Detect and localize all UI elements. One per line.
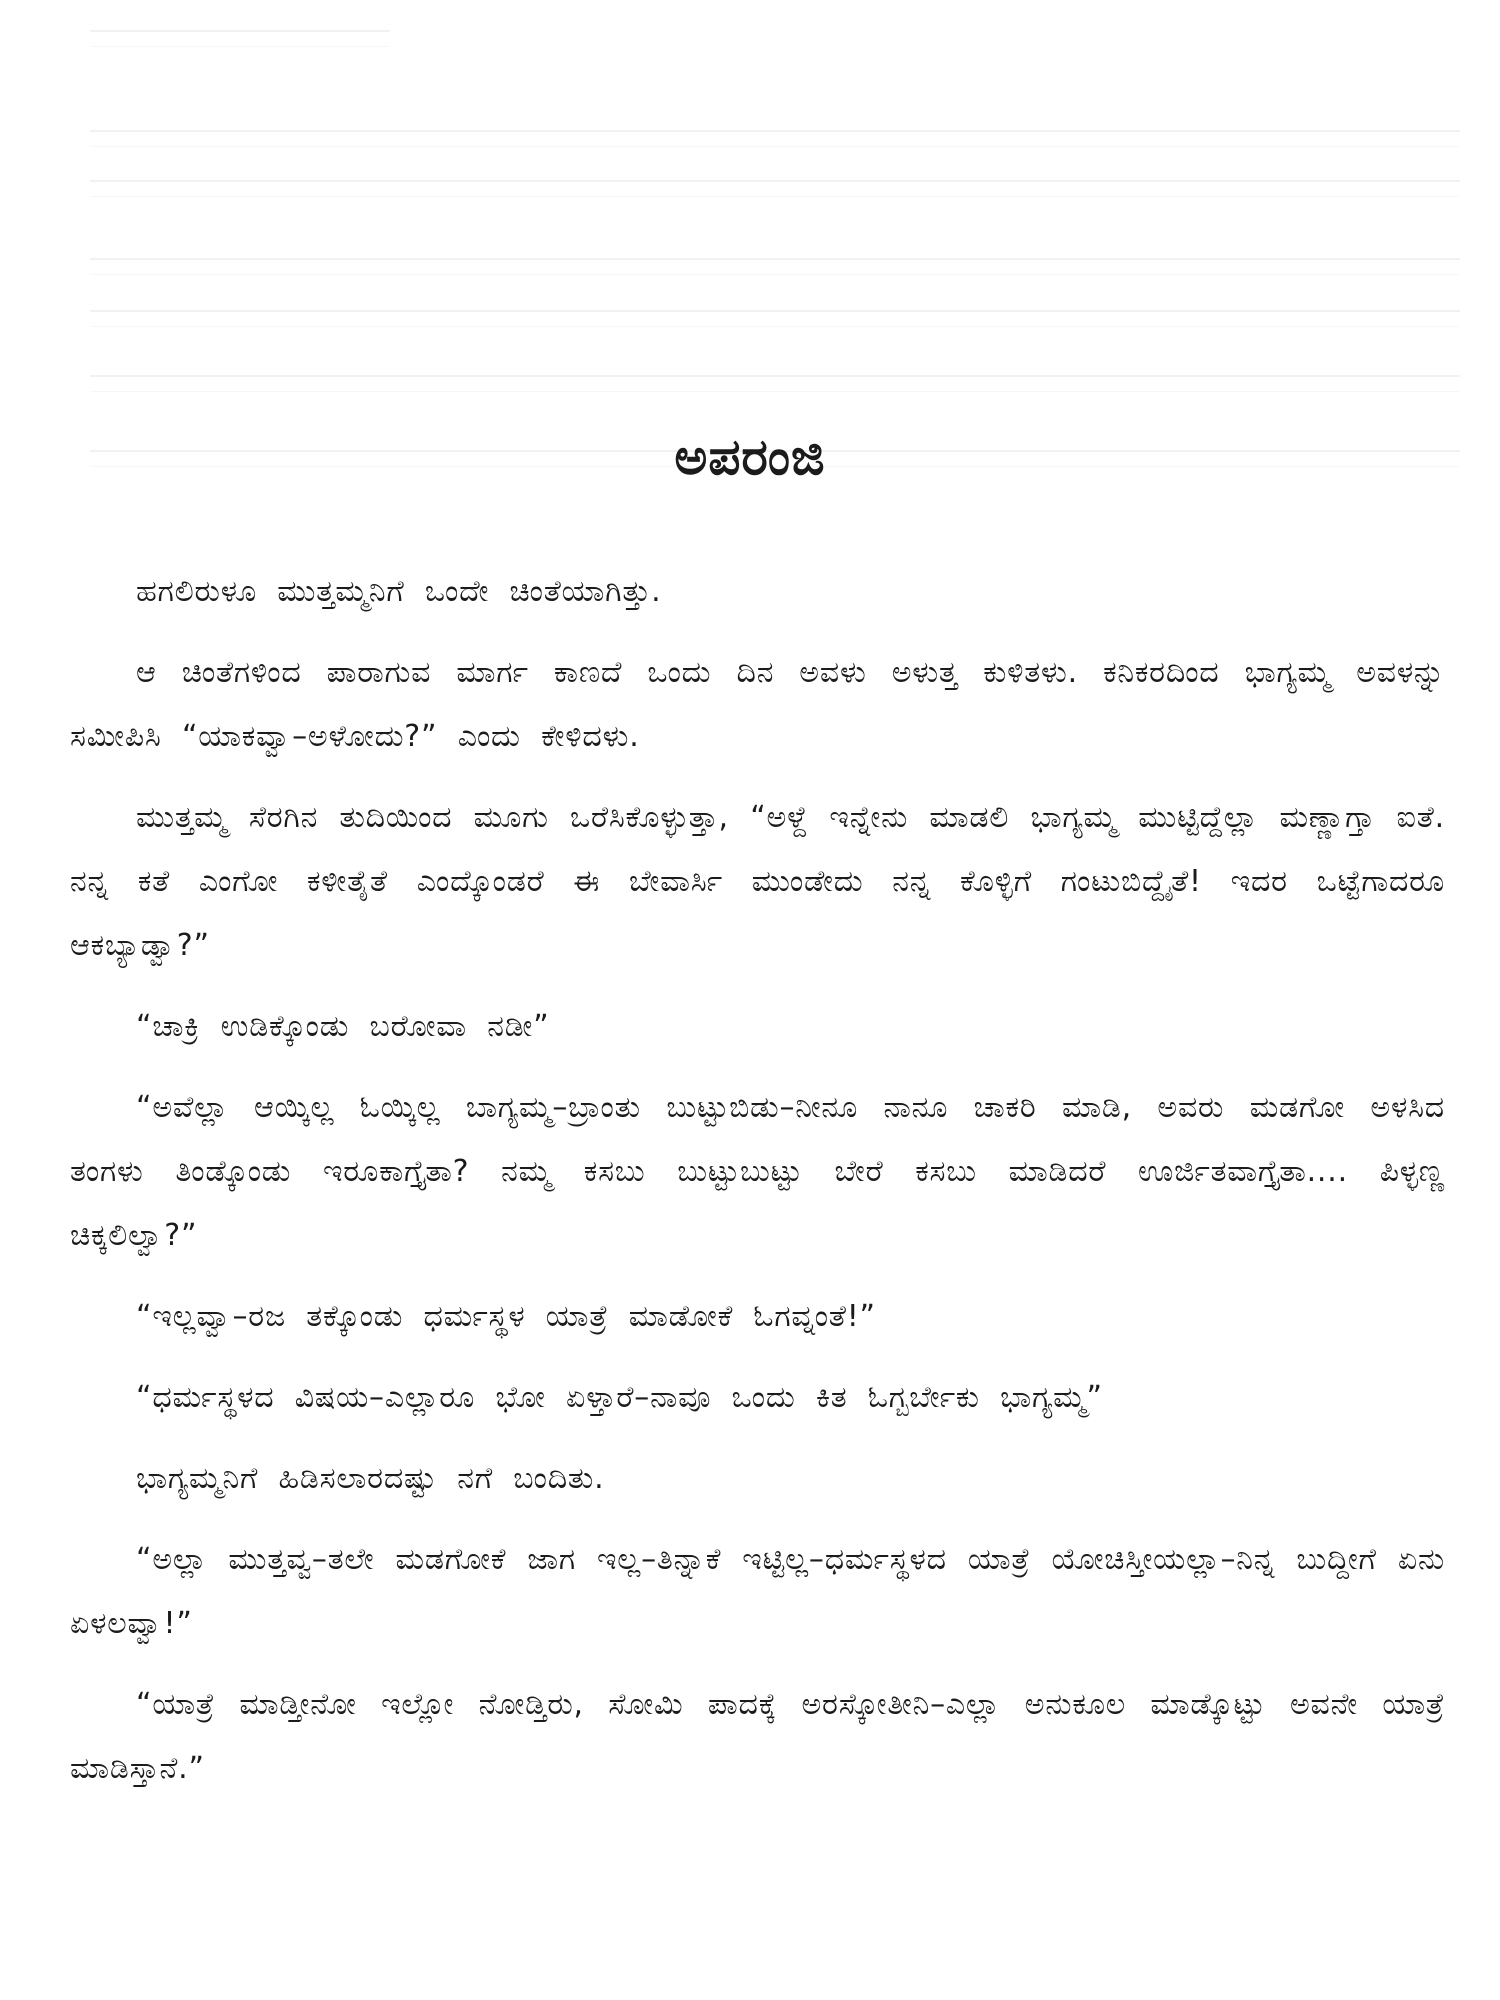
story-body [70, 560, 1445, 1818]
show-through-line [90, 258, 1460, 275]
show-through-line [90, 180, 1460, 197]
paragraph: “ಯಾತ್ರೆ ಮಾಡ್ತೀನೋ ಇಲ್ಲೋ ನೋಡ್ತಿರು, ಸೋಮಿ ಪಾದಕ್ಕೆ ಅರಸ್ಕೋತೀನಿ–ಎಲ್ಲಾ ಅನುಕೂಲ ಮಾಡ್ಕೊಟ್ಟು ಅವನೇ ಯಾತ್ರೆ ಮಾಡಿಸ್ತಾನೆ.” [70, 1687, 1445, 1786]
show-through-line [90, 375, 1460, 392]
show-through-line [90, 310, 1460, 327]
paragraph: ಭಾಗ್ಯಮ್ಮನಿಗೆ ಹಿಡಿಸಲಾರದಷ್ಟು ನಗೆ ಬಂದಿತು. [136, 1461, 605, 1496]
paragraph: “ಅಲ್ಲಾ ಮುತ್ತವ್ವ–ತಲೇ ಮಡಗೋಕೆ ಜಾಗ ಇಲ್ಲ–ತಿನ್ನಾಕೆ ಇಟ್ಟಿಲ್ಲ–ಧರ್ಮಸ್ಥಳದ ಯಾತ್ರೆ ಯೋಚಿಸ್ತೀಯಲ್ಲಾ–ನಿನ್ನ ಬುದ್ದೀಗೆ ಏನು ಏಳಲವ್ವಾ!” [70, 1542, 1445, 1641]
paragraph: “ಅವೆಲ್ಲಾ ಆಯ್ಕಿಲ್ಲ ಓಯ್ಕಿಲ್ಲ ಬಾಗ್ಯಮ್ಮ–ಬ್ರಾಂತು ಬುಟ್ಟುಬಿಡು–ನೀನೂ ನಾನೂ ಚಾಕರಿ ಮಾಡಿ, ಅವರು ಮಡಗೋ ಅಳಸಿದ ತಂಗಳು ತಿಂಡ್ಕೊಂಡು ಇರೂಕಾಗ್ತೈತಾ? ನಮ್ಮ ಕಸಬು ಬುಟ್ಟುಬುಟ್ಟು ಬೇರೆ ಕಸಬು ಮಾಡಿದರೆ ಊರ್ಜಿತವಾಗ್ತೈತಾ.... ಪಿಳ್ಳಣ್ಣ ಚಿಕ್ಕಲಿಲ್ವಾ?” [70, 1090, 1445, 1253]
paragraph: “ಚಾಕ್ರಿ ಉಡಿಕ್ಕೊಂಡು ಬರೋವಾ ನಡೀ” [136, 1009, 550, 1044]
paragraph: ಮುತ್ತಮ್ಮ ಸೆರಗಿನ ತುದಿಯಿಂದ ಮೂಗು ಒರೆಸಿಕೊಳ್ಳುತ್ತಾ, “ಅಳ್ದೆ ಇನ್ನೇನು ಮಾಡಲಿ ಭಾಗ್ಯಮ್ಮ ಮುಟ್ಟಿದ್ದೆಲ್ಲಾ ಮಣ್ಣಾಗ್ತಾ ಐತೆ. ನನ್ನ ಕತೆ ಎಂಗೋ ಕಳೀತೈತೆ ಎಂದ್ಕೊಂಡರೆ ಈ ಬೇವಾರ್ಸಿ ಮುಂಡೇದು ನನ್ನ ಕೊಳ್ಳಿಗೆ ಗಂಟುಬಿದ್ದೈತೆ! ಇದರ ಒಟ್ಟೆಗಾದರೂ ಆಕಬ್ಯಾಡ್ವಾ?” [70, 800, 1445, 963]
paragraph: ಹಗಲಿರುಳೂ ಮುತ್ತಮ್ಮನಿಗೆ ಒಂದೇ ಚಿಂತೆಯಾಗಿತ್ತು. [136, 574, 662, 609]
paragraph: ಆ ಚಿಂತೆಗಳಿಂದ ಪಾರಾಗುವ ಮಾರ್ಗ ಕಾಣದೆ ಒಂದು ದಿನ ಅವಳು ಅಳುತ್ತ ಕುಳಿತಳು. ಕನಿಕರದಿಂದ ಭಾಗ್ಯಮ್ಮ ಅವಳನ್ನು ಸಮೀಪಿಸಿ “ಯಾಕವ್ವಾ–ಅಳೋದು?” ಎಂದು ಕೇಳಿದಳು. [70, 655, 1445, 754]
paragraph: “ಇಲ್ಲವ್ವಾ–ರಜ ತಕ್ಕೊಂಡು ಧರ್ಮಸ್ಥಳ ಯಾತ್ರೆ ಮಾಡೋಕೆ ಓಗವ್ನಂತೆ!” [136, 1299, 876, 1334]
story-title: ಅಪರಂಜಿ [674, 428, 826, 486]
show-through-line [90, 30, 390, 47]
show-through-line [90, 130, 1460, 147]
paragraph: “ಧರ್ಮಸ್ಥಳದ ವಿಷಯ–ಎಲ್ಲಾರೂ ಭೋ ಏಳ್ತಾರೆ–ನಾವೂ ಒಂದು ಕಿತ ಓಗ್ಬರ್ಬೇಕು ಭಾಗ್ಯಮ್ಮ” [136, 1380, 1103, 1415]
